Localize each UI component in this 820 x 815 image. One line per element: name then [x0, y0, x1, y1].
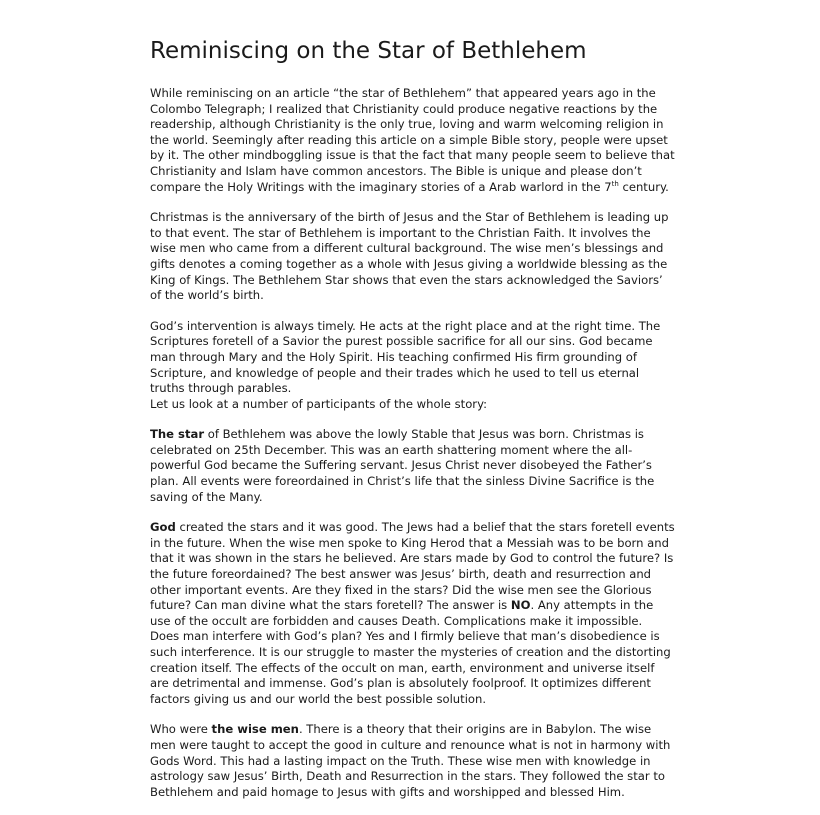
- paragraph-intervention: God’s intervention is always timely. He acts at the right place and at the right time. The Scriptures foretell of a Savior the purest possible sacrifice for all our sins. God became man through Mary and the Holy Spirit. His teaching confirmed His firm grounding of Scripture, and knowledge of people and their trades which he used to tell us eternal truths through parables.: [150, 318, 661, 396]
- paragraph-intro: [150, 86, 675, 195]
- paragraph-wise-men-head: Who were: [150, 722, 212, 737]
- paragraph-wise-men: [150, 722, 675, 800]
- paragraph-intro-tail: century.: [618, 179, 669, 194]
- document-page: [150, 36, 675, 815]
- ordinal-suffix: th: [611, 179, 619, 188]
- paragraph-participants: Let us look at a number of participants of the whole story:: [150, 396, 487, 411]
- heading-god: God: [150, 520, 176, 535]
- paragraph-wise-men-text: . There is a theory that their origins are in Babylon. The wise men were taught to accept the good in culture and renounce what is not in harmony with Gods Word. This had a lasting impact on the Truth. These wise men with knowledge in astrology saw Jesus’ Birth, Death and Resurrection in the stars. They followed the star to Bethlehem and paid homage to Jesus with gifts and worshipped and blessed Him.: [150, 722, 671, 799]
- emphasis-no: NO: [510, 598, 531, 613]
- paragraph-the-star: [150, 427, 675, 505]
- heading-the-star: The star: [150, 427, 205, 442]
- heading-wise-men: the wise men: [211, 722, 299, 737]
- document-title: Reminiscing on the Star of Bethlehem: [150, 38, 587, 64]
- paragraph-god-text: created the stars and it was good. The Jews had a belief that the stars foretell events in the future. When the wise men spoke to King Herod that a Messiah was to be born and that it was shown in the stars he believed. Are stars made by God to control the future? Is the future foreordained? The best answer was Jesus’ birth, death and resurrection and other important events. Are they fixed in the stars? Did the wise men see the Glorious future? Can man divine what the stars foretell? The answer is: [150, 520, 675, 613]
- paragraph-intro-text: While reminiscing on an article “the star of Bethlehem” that appeared years ago in the Colombo Telegraph; I realized that Christianity could produce negative reactions by the readership, although Christianity is the only true, loving and warm welcoming religion in the world. Seemingly after reading this article on a simple Bible story, people were upset by it. The other mindboggling issue is that the fact that many people seem to believe that Christianity and Islam have common ancestors. The Bible is unique and please don’t compare the Holy Writings with the imaginary stories of a Arab warlord in the 7: [150, 86, 675, 194]
- paragraph-god: [150, 520, 675, 707]
- paragraph-god-tail: . Any attempts in the use of the occult are forbidden and causes Death. Complications make it impossible. Does man interfere with God’s plan? Yes and I firmly believe that man’s disobedience is such interference. It is our struggle to master the mysteries of creation and the distorting creation itself. The effects of the occult on man, earth, environment and universe itself are detrimental and immense. God’s plan is absolutely foolproof. It optimizes different factors giving us and our world the best possible solution.: [150, 598, 671, 706]
- paragraph-christmas: Christmas is the anniversary of the birth of Jesus and the Star of Bethlehem is leading up to that event. The star of Bethlehem is important to the Christian Faith. It involves the wise men who came from a different cultural background. The wise men’s blessings and gifts denotes a coming together as a whole with Jesus giving a worldwide blessing as the King of Kings. The Bethlehem Star shows that even the stars acknowledged the Saviors’ of the world’s birth.: [150, 210, 669, 303]
- paragraph-the-star-text: of Bethlehem was above the lowly Stable that Jesus was born. Christmas is celebrated on 25th December. This was an earth shattering moment where the all-powerful God became the Suffering servant. Jesus Christ never disobeyed the Father’s plan. All events were foreordained in Christ’s life that the sinless Divine Sacrifice is the saving of the Many.: [150, 427, 655, 504]
